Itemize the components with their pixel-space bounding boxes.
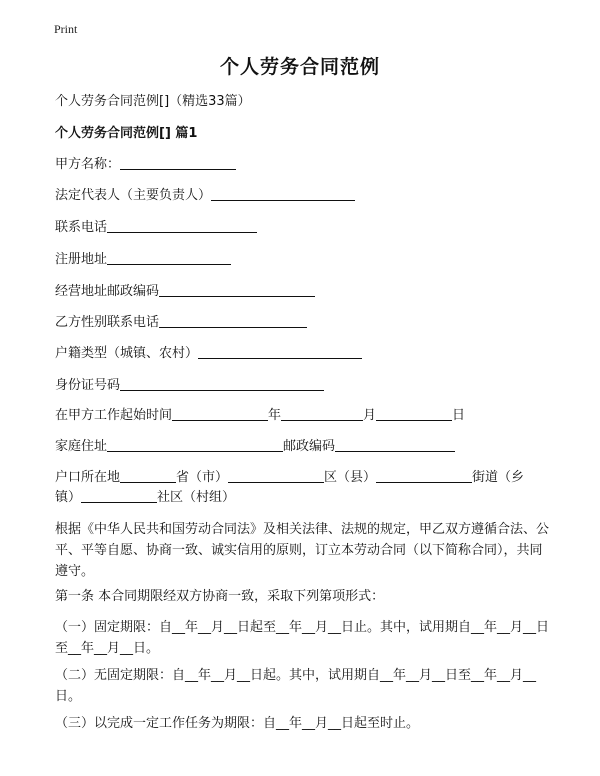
field-label: 身份证号码 [55, 378, 121, 393]
street-label: 街道（乡 [472, 470, 525, 485]
blank-line [281, 406, 363, 421]
blank-line [211, 186, 355, 201]
blank-line [120, 155, 236, 170]
field-party-a-name [55, 155, 580, 175]
blank-line [107, 437, 283, 452]
field-label: 在甲方工作起始时间 [55, 408, 173, 423]
blank-line [376, 468, 472, 483]
year-label: 年 [268, 408, 282, 423]
section-title: 个人劳务合同范例[] 篇1 [55, 126, 198, 141]
blank-line [228, 468, 324, 483]
field-hukou-location-cont [55, 488, 580, 508]
district-label: 区（县） [324, 470, 377, 485]
blank-line [159, 313, 307, 328]
article-1-item-2: （二）无固定期限：自__年__月__日起。其中，试用期自__年__月__日至__年__月__日。 [55, 668, 537, 704]
blank-line [376, 406, 452, 421]
print-link[interactable]: Print [54, 22, 78, 36]
field-label: 法定代表人（主要负责人） [55, 188, 212, 203]
field-start-time [55, 406, 580, 426]
field-legal-rep [55, 186, 580, 206]
field-label: 户口所在地 [55, 470, 121, 485]
province-label: 省（市） [176, 470, 229, 485]
day-label: 日 [452, 408, 466, 423]
postcode-label: 邮政编码 [283, 439, 336, 454]
field-hukou-type [55, 344, 580, 364]
blank-line [172, 406, 268, 421]
blank-line [107, 218, 257, 233]
document-title: 个人劳务合同范例 [219, 56, 380, 78]
blank-line [335, 437, 455, 452]
basis-paragraph: 根据《中华人民共和国劳动合同法》及相关法律、法规的规定，甲乙双方遵循合法、公平、平等自愿、协商一致、诚实信用的原则，订立本劳动合同（以下简称合同），共同遵守。 [55, 522, 550, 579]
field-label: 经营地址邮政编码 [55, 284, 160, 299]
field-label: 甲方名称： [55, 157, 121, 172]
blank-line [120, 468, 176, 483]
field-reg-address [55, 250, 580, 270]
field-label: 家庭住址 [55, 439, 108, 454]
field-hukou-location [55, 468, 580, 488]
document-subtitle: 个人劳务合同范例[]（精选33篇） [55, 94, 251, 109]
field-label: 联系电话 [55, 220, 108, 235]
community-label: 社区（村组） [157, 490, 236, 505]
blank-line [159, 282, 315, 297]
blank-line [107, 250, 231, 265]
article-1-item-3: （三）以完成一定工作任务为期限：自__年__月__日起至时止。 [55, 716, 420, 731]
article-1-item-1: （一）固定期限：自__年__月__日起至__年__月__日止。其中，试用期自__年__月__日至__年__月__日。 [55, 620, 550, 656]
month-label: 月 [363, 408, 377, 423]
field-label: 户籍类型（城镇、农村） [55, 346, 199, 361]
field-id-number [55, 376, 580, 396]
field-party-b [55, 313, 580, 333]
field-biz-address [55, 282, 580, 302]
town-label: 镇） [55, 490, 82, 505]
article-1: 第一条 本合同期限经双方协商一致，采取下列第项形式： [55, 589, 385, 604]
field-label: 乙方性别联系电话 [55, 315, 160, 330]
blank-line [81, 488, 157, 503]
blank-line [198, 344, 362, 359]
blank-line [120, 376, 324, 391]
field-phone [55, 218, 580, 238]
field-home-address [55, 437, 580, 457]
field-label: 注册地址 [55, 252, 108, 267]
